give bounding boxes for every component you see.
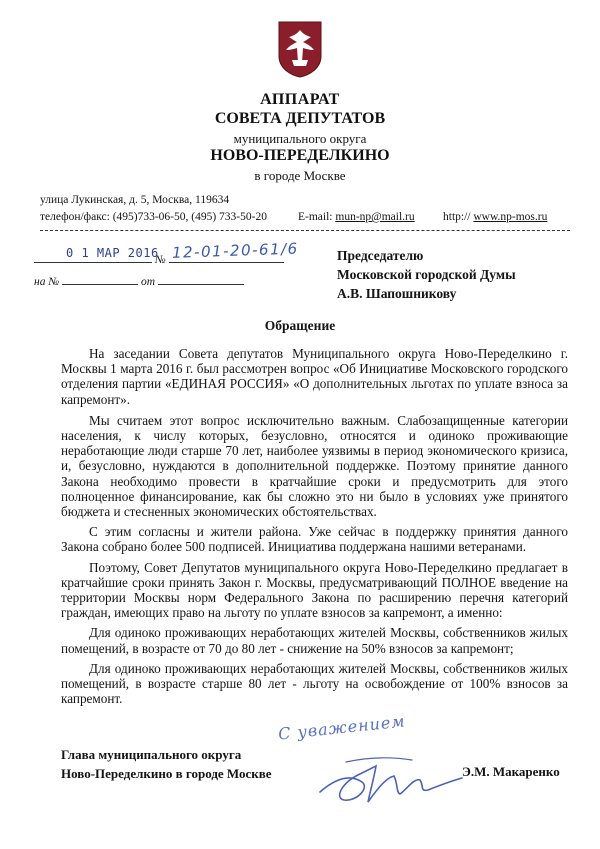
body-paragraph: Мы считаем этот вопрос исключительно важным. Слабозащищенные категории населения, к числу которых, безусловно, относятся и одиноко проживающие неработающие люди старше 70 лет, наиболее уязвимы в период экономического кризиса, и, безусловно, нуждаются в дополнительной поддержке. Поэтому принятие данного Закона необходимо провести в кратчайшие сроки и предусмотрить для этого полноценное финансирование, как бы сложно это ни было в условиях уже принятого бюджета и стесненных экономических обстоятельствах.	[61, 412, 568, 520]
from-underline	[158, 272, 244, 285]
body-paragraph: Для одиноко проживающих неработающих жителей Москвы, собственников жилых помещений, в возрасте от 70 до 80 лет - снижение на 50% взносов за капремонт;	[61, 625, 568, 656]
body-paragraph: Поэтому, Совет Депутатов муниципального округа Ново-Переделкино предлагает в кратчайшие сроки принять Закон г. Москвы, предусматривающий ПОЛНОЕ введение на территории Москвы норм Федерального Закона по расширению перечня категорий граждан, имеющих право на льготу по уплате взносов за капремонт, а именно:	[61, 559, 568, 621]
org-title-line3: муниципального округа	[233, 131, 367, 146]
date-underline	[34, 250, 152, 263]
body-paragraph: Для одиноко проживающих неработающих жителей Москвы, собственников жилых помещений, в возрасте старше 80 лет - льготу на освобождение от 100% взносов за капремонт.	[61, 660, 568, 707]
signatory-name: Э.М. Макаренко	[462, 764, 560, 779]
addressee-line1: Председателю	[337, 248, 424, 263]
date-stamp: 0 1 МАР 2016	[66, 246, 159, 260]
number-underline	[169, 250, 284, 263]
email-link[interactable]: mun-np@mail.ru	[335, 211, 415, 223]
number-label: №	[154, 254, 166, 266]
on-number-underline	[62, 272, 138, 285]
org-title-line2: СОВЕТА ДЕПУТАТОВ	[214, 110, 386, 127]
org-title-line5: в городе Москве	[254, 168, 346, 183]
addressee-line3: А.В. Шапошникову	[337, 286, 457, 301]
addressee-block	[337, 246, 516, 303]
org-phone: телефон/факс: (495)733-06-50, (495) 733-50-20	[40, 211, 267, 223]
signatory-position-line2: Ново-Переделкино в городе Москве	[61, 766, 272, 781]
handwritten-signature	[316, 748, 466, 810]
addressee-line2: Московской городской Думы	[337, 267, 516, 282]
body-paragraph: На заседании Совета депутатов Муниципального округа Ново-Переделкино г. Москвы 1 марта 2016 г. был рассмотрен вопрос «Об Инициативе Московского городского отделения партии «ЕДИНАЯ РОССИЯ» «О дополнительных льготах по уплате взноса за капремонт».	[61, 346, 568, 407]
on-number-label: на №	[34, 276, 60, 288]
header-divider	[40, 230, 570, 231]
website-link[interactable]: www.np-mos.ru	[473, 211, 548, 223]
signatory-position	[61, 745, 272, 783]
org-email	[298, 211, 415, 223]
signatory-position-line1: Глава муниципального округа	[61, 747, 242, 762]
letter-title: Обращение	[264, 318, 336, 333]
org-title-line1: АППАРАТ	[260, 91, 340, 108]
org-website	[443, 211, 547, 223]
body-paragraph: С этим согласны и жители района. Уже сейчас в поддержку принятия данного Закона собрано более 500 подписей. Инициатива поддержана нашими ветеранами.	[61, 524, 568, 555]
incoming-reg-field	[34, 272, 244, 288]
org-title-line4: НОВО-ПЕРЕДЕЛКИНО	[210, 147, 390, 164]
website-label: http://	[443, 211, 471, 223]
from-label: от	[140, 276, 155, 288]
outgoing-reg-field	[34, 250, 284, 266]
letter-body	[61, 346, 568, 706]
org-address: улица Лукинская, д. 5, Москва, 119634	[40, 194, 230, 206]
coat-of-arms-emblem	[277, 20, 323, 78]
email-label: E-mail:	[298, 211, 333, 223]
registration-number-handwritten: 12-01-20-61/6	[171, 239, 299, 262]
handwritten-note: С уважением	[277, 711, 407, 744]
